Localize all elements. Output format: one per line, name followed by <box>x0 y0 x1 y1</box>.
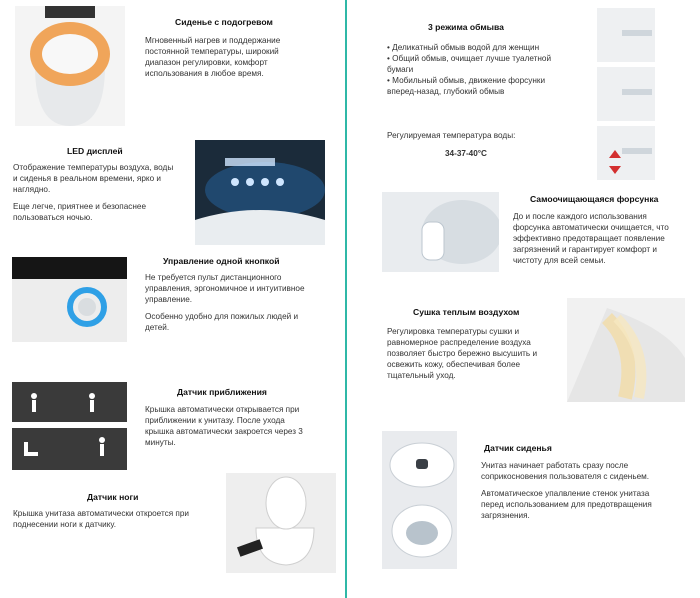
column-divider <box>345 0 347 598</box>
led-display-title: LED дисплей <box>67 146 123 156</box>
wash-modes-list <box>387 42 557 97</box>
one-button-image <box>12 257 127 342</box>
self-cleaning-image <box>382 192 499 272</box>
proximity-title: Датчик приближения <box>177 387 267 397</box>
led-display-text-1: Отображение температуры воздуха, воды и сиденья в реальном времени, ярко и наглядно. <box>13 163 174 194</box>
foot-sensor-image <box>226 473 336 573</box>
wash-mode-item: • Деликатный обмыв водой для женщин <box>387 42 557 53</box>
seat-sensor-text <box>481 460 661 527</box>
foot-sensor-text: Крышка унитаза автоматически откроется при поднесении ноги к датчику. <box>13 509 189 529</box>
wash-modes-images <box>597 8 655 180</box>
self-cleaning-text: До и после каждого использования форсунка автоматически очищается, что эффективно предотвращает появление загрязнений и гарантирует комфорт и чистоту для всей семьи. <box>513 212 669 265</box>
air-dry-title: Сушка теплым воздухом <box>413 307 520 317</box>
proximity-icons-image <box>12 382 127 470</box>
seat-sensor-text-2: Автоматическое упалвление стенок унитаза перед использованием для предотвращения загрязнения. <box>481 489 652 520</box>
air-dry-text: Регулировка температуры сушки и равномерное распределение воздуха позволяет быстро бережно высушить и освежить кожу, обеспечивая более тщательный уход. <box>387 327 538 380</box>
proximity-text: Крышка автоматически открывается при приближении к унитазу. После ухода крышка автоматически закроется через 3 минуты. <box>145 405 303 447</box>
one-button-text <box>145 272 310 339</box>
air-dry-image <box>567 298 685 402</box>
one-button-text-1: Не требуется пульт дистанционного управления, эргономичное и интуитивное управление. <box>145 273 305 304</box>
heated-seat-title: Сиденье с подогревом <box>175 17 273 27</box>
one-button-title: Управление одной кнопкой <box>163 256 280 266</box>
led-display-image <box>195 140 325 245</box>
wash-mode-item: • Мобильный обмыв, движение форсунки вперед-назад, глубокий обмыв <box>387 75 557 97</box>
wash-modes-text <box>387 42 557 97</box>
foot-sensor-title: Датчик ноги <box>87 492 139 502</box>
self-cleaning-title: Самоочищающаяся форсунка <box>530 194 659 204</box>
heated-seat-image <box>15 6 125 126</box>
wash-temp-value: 34-37-40°C <box>445 149 487 158</box>
one-button-text-2: Особенно удобно для пожилых людей и детей. <box>145 312 299 332</box>
seat-sensor-text-1: Унитаз начинает работать сразу после соприкосновения пользователя с сиденьем. <box>481 461 650 481</box>
wash-temp-label: Регулируемая температура воды: <box>387 131 516 140</box>
seat-sensor-image <box>382 431 457 569</box>
seat-sensor-title: Датчик сиденья <box>484 443 552 453</box>
led-display-text <box>13 162 175 229</box>
wash-modes-title: 3 режима обмыва <box>428 22 504 32</box>
heated-seat-text: Мгновенный нагрев и поддержание постоянной температуры, широкий диапазон регулировки, комфорт использования в любое время. <box>145 36 281 78</box>
led-display-text-2: Еще легче, приятнее и безопаснее пользоваться ночью. <box>13 202 147 222</box>
wash-mode-item: • Общий обмыв, очищает лучше туалетной бумаги <box>387 53 557 75</box>
